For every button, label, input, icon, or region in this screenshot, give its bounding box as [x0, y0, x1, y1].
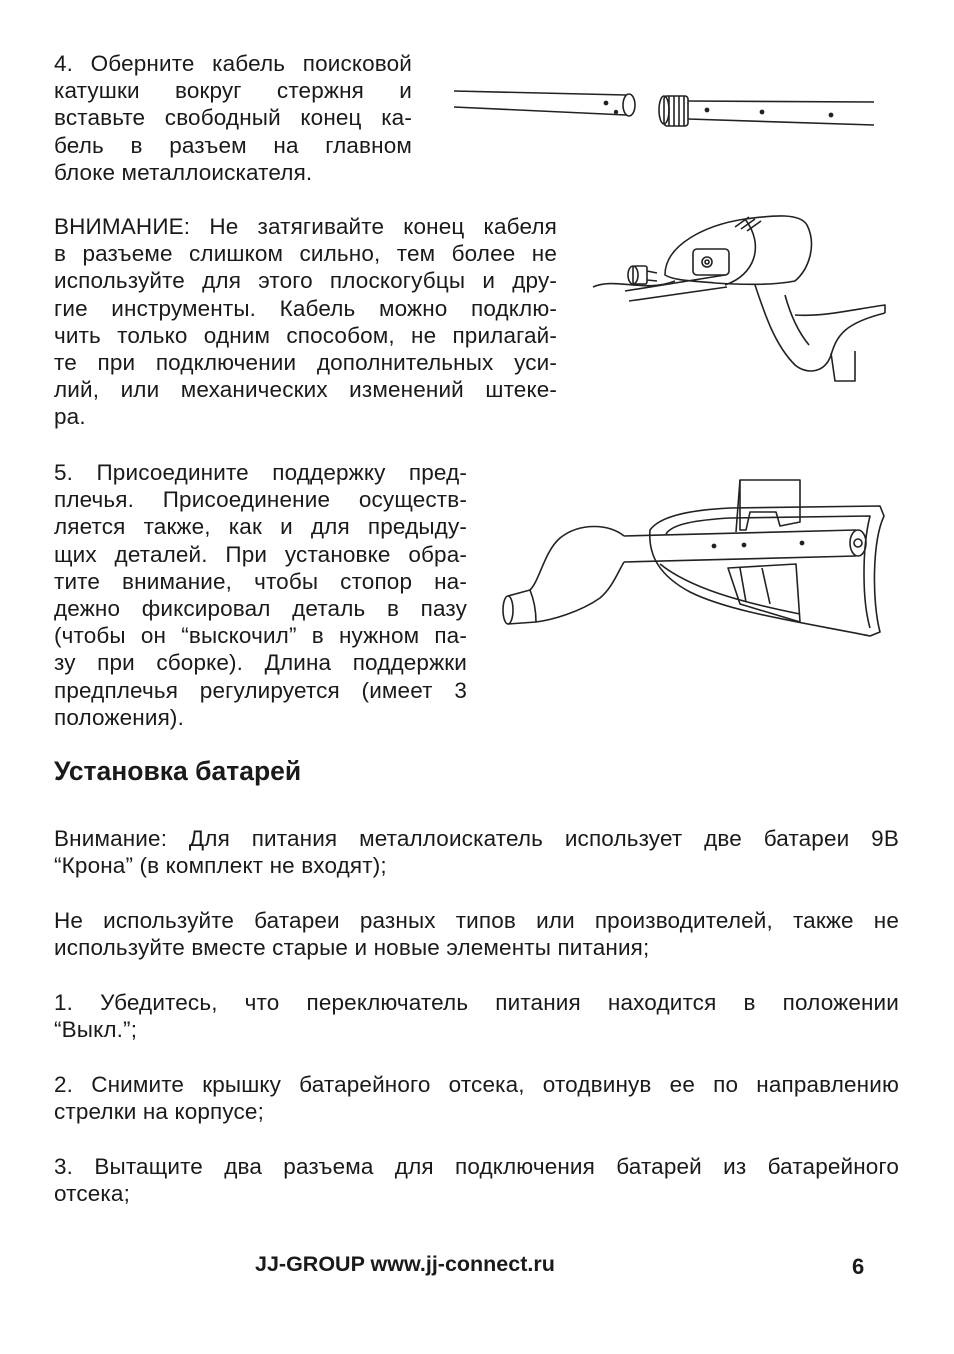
text-line: Внимание: Для питания металлоискатель использует две батареи 9В: [54, 826, 899, 851]
rod-sections-icon: [450, 82, 880, 138]
section-title: Установка батарей: [54, 756, 302, 786]
armrest-shell: [650, 506, 884, 636]
text-line: ра.: [54, 404, 86, 430]
warning-paragraph: [54, 213, 557, 431]
text-line: дежно фиксировал деталь в пазу: [54, 596, 467, 622]
text-line: 3. Вытащите два разъема для подключения батарей из батарейного: [54, 1154, 899, 1179]
text-line: те при подключении дополнительных уси-: [54, 350, 557, 376]
rod-left-bottom: [454, 107, 626, 115]
text-line: зу при сборке). Длина поддержки: [54, 650, 467, 676]
text-line: используйте для этого плоскогубцы и дру-: [54, 268, 557, 294]
footer-brand: JJ-GROUP www.jj-connect.ru: [255, 1252, 555, 1276]
rod-left-end: [623, 94, 635, 116]
battery-warn-paragraph: [54, 907, 899, 961]
battery-step3-paragraph: [54, 1153, 899, 1207]
rod-end: [850, 530, 866, 556]
rod-right-bottom: [688, 119, 874, 125]
rod-right-top: [688, 101, 874, 102]
rod-left-top: [454, 91, 626, 95]
text-line: стрелки на корпусе;: [54, 1099, 264, 1125]
text-line: вставьте свободный конец ка-: [54, 105, 412, 131]
battery-step2-paragraph: [54, 1071, 899, 1125]
text-line: лий, или механических изменений штеке-: [54, 377, 557, 403]
text-line: “Выкл.”;: [54, 1017, 138, 1043]
text-line: “Крона” (в комплект не входят);: [54, 853, 387, 879]
text-line: чить только одним способом, не прилагай-: [54, 322, 557, 348]
armrest-support-icon: [500, 472, 895, 652]
battery-note-paragraph: [54, 825, 899, 879]
text-line: блоке металлоискателя.: [54, 159, 313, 185]
text-line: ляется также, как и для предыду-: [54, 514, 467, 540]
text-line: 4. Оберните кабель поисковой: [54, 51, 412, 76]
battery-step1-paragraph: [54, 989, 899, 1043]
control-box-connector-icon: [585, 205, 890, 390]
text-line: щих деталей. При установке обра-: [54, 541, 467, 567]
text-line: 1. Убедитесь, что переключатель питания находится в положении: [54, 990, 899, 1015]
step5-paragraph: [54, 459, 467, 731]
text-line: предплечья регулируется (имеет 3: [54, 677, 467, 703]
text-line: тите внимание, чтобы стопор на-: [54, 568, 467, 594]
text-line: в разъеме слишком сильно, тем более не: [54, 241, 557, 267]
text-line: (чтобы он “выскочил” в нужном па-: [54, 623, 467, 649]
text-line: отсека;: [54, 1181, 130, 1207]
step4-paragraph: [54, 50, 412, 186]
text-line: бель в разъем на главном: [54, 132, 412, 158]
text-line: Не используйте батареи разных типов или производителей, также не: [54, 908, 899, 933]
page-number: 6: [852, 1254, 865, 1279]
socket-panel: [693, 249, 729, 275]
text-line: положения).: [54, 704, 184, 730]
text-line: плечья. Присоединение осуществ-: [54, 487, 467, 513]
text-line: 5. Присоедините поддержку пред-: [54, 460, 467, 485]
text-line: ВНИМАНИЕ: Не затягивайте конец кабеля: [54, 214, 557, 239]
text-line: 2. Снимите крышку батарейного отсека, отодвинув ее по направлению: [54, 1072, 899, 1097]
text-line: катушки вокруг стержня и: [54, 78, 412, 104]
text-line: используйте вместе старые и новые элементы питания;: [54, 935, 650, 961]
housing-body: [665, 216, 811, 284]
text-line: гие инструменты. Кабель можно подклю-: [54, 295, 557, 321]
